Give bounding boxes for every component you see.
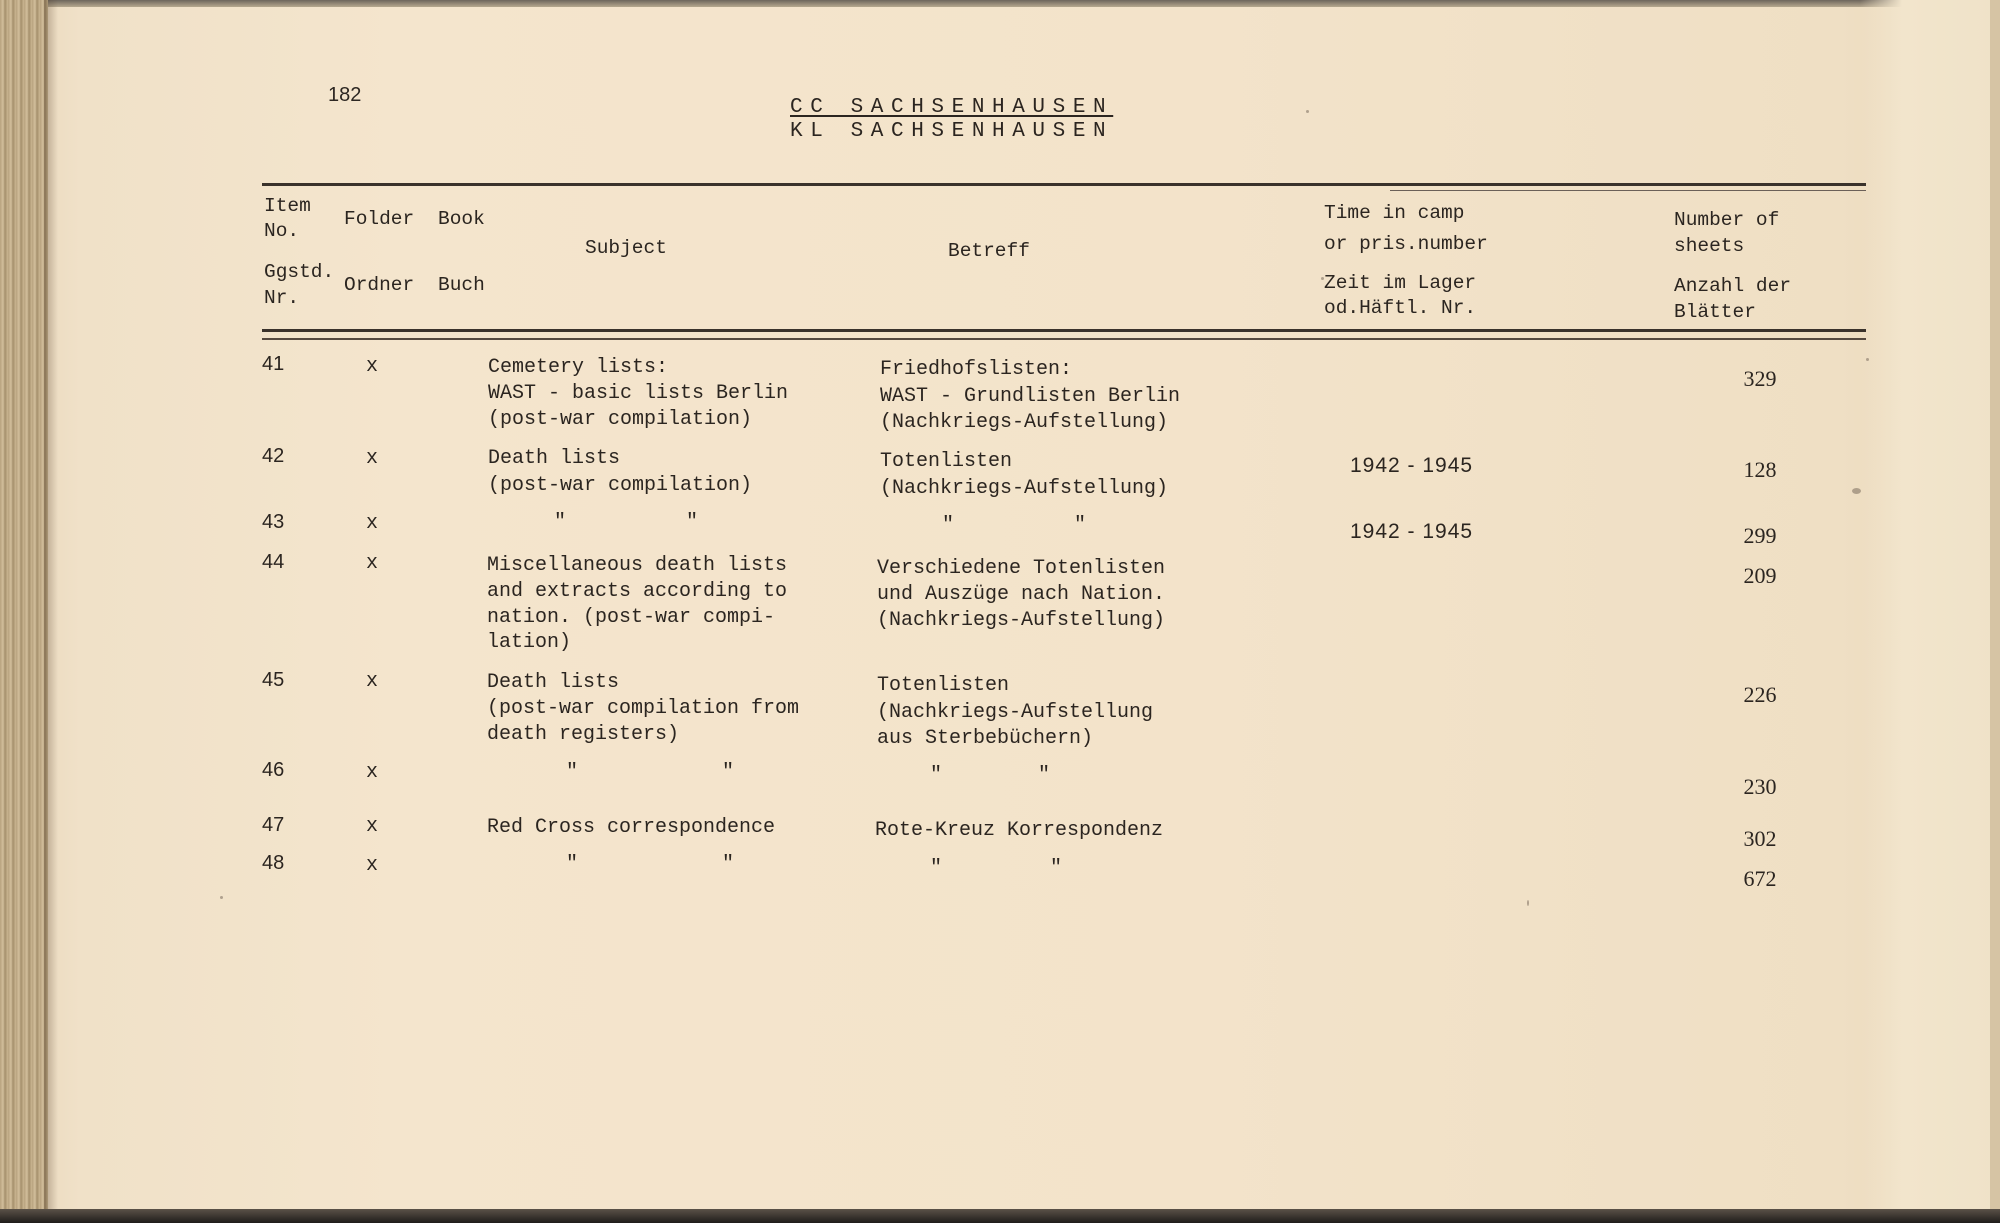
header-book-en: Book [438, 208, 485, 230]
betreff-ditto: " " [930, 857, 1063, 880]
header-sheets-en-1: Number of [1674, 209, 1780, 231]
header-bottom-rule-second [262, 338, 1866, 340]
header-bottom-rule [262, 329, 1866, 332]
betreff-line: (Nachkriegs-Aufstellung) [877, 609, 1166, 632]
sheet-count: 302 [1743, 826, 1777, 851]
folder-mark: x [366, 854, 379, 877]
folder-mark: x [366, 552, 379, 575]
betreff-line: Verschiedene Totenlisten [877, 557, 1166, 580]
betreff-line: Rote-Kreuz Korrespondenz [875, 819, 1164, 842]
header-sheets-de-2: Blätter [1674, 301, 1756, 323]
folder-mark: x [366, 512, 379, 535]
subject-line: lation) [487, 631, 572, 654]
paper-speck [1852, 488, 1861, 494]
scan-bottom-edge [0, 1209, 2000, 1223]
paper-speck [1321, 277, 1324, 280]
book-page-edge-right-strip [1990, 0, 2000, 1223]
item-number: 48 [262, 852, 285, 874]
subject-line: nation. (post-war compi- [487, 606, 776, 629]
header-subject: Subject [585, 237, 667, 259]
betreff-line: Totenlisten [880, 450, 1013, 473]
header-item-en-2: No. [264, 220, 300, 242]
betreff-line: aus Sterbebüchern) [877, 727, 1094, 750]
document-title [790, 96, 1210, 144]
folder-mark: x [366, 815, 379, 838]
header-folder-en: Folder [344, 208, 415, 230]
sheet-count: 226 [1743, 682, 1777, 707]
betreff-ditto: " " [942, 514, 1087, 537]
header-item-de-2: Nr. [264, 287, 300, 309]
sheet-count: 329 [1743, 366, 1777, 391]
book-page-edge-right [1860, 0, 2000, 1223]
item-number: 45 [262, 669, 285, 691]
subject-line: Death lists [488, 447, 621, 470]
subject-line: (post-war compilation) [488, 408, 753, 431]
header-time-en-2: or pris.number [1324, 233, 1488, 255]
subject-line: Red Cross correspondence [487, 816, 776, 839]
item-number: 42 [262, 445, 285, 467]
folder-mark: x [366, 670, 379, 693]
item-number: 43 [262, 511, 285, 533]
betreff-line: Friedhofslisten: [880, 358, 1073, 381]
subject-ditto: " " [554, 511, 699, 534]
header-time-en-1: Time in camp [1324, 202, 1465, 224]
title-english: CC SACHSENHAUSEN [790, 96, 1114, 119]
paper-speck [1866, 358, 1869, 361]
header-sheets-en-2: sheets [1674, 235, 1745, 257]
table-top-rule [262, 183, 1866, 186]
betreff-line: (Nachkriegs-Aufstellung [877, 701, 1154, 724]
title-german: KL SACHSENHAUSEN [790, 120, 1114, 143]
subject-line: Cemetery lists: [488, 356, 669, 379]
subject-line: and extracts according to [487, 580, 788, 603]
page-number: 182 [328, 84, 362, 106]
time-in-camp: 1942 - 1945 [1350, 454, 1474, 477]
folder-mark: x [366, 447, 379, 470]
header-item-en-1: Item [264, 195, 311, 217]
item-number: 44 [262, 551, 285, 573]
betreff-line: (Nachkriegs-Aufstellung) [880, 477, 1169, 500]
item-number: 41 [262, 353, 285, 375]
paper-speck [220, 896, 223, 899]
subject-line: death registers) [487, 723, 680, 746]
paper-speck [1527, 900, 1529, 906]
time-in-camp: 1942 - 1945 [1350, 520, 1474, 543]
header-time-de-2: od.Häftl. Nr. [1324, 297, 1477, 319]
gutter-shadow [44, 0, 58, 1223]
sheet-count: 209 [1743, 563, 1777, 588]
subject-ditto: " " [566, 761, 735, 784]
scan-top-edge [0, 0, 2000, 7]
header-book-de: Buch [438, 274, 485, 296]
betreff-line: Totenlisten [877, 674, 1010, 697]
folder-mark: x [366, 355, 379, 378]
table-top-rule-thin [1390, 190, 1866, 191]
folder-mark: x [366, 761, 379, 784]
subject-line: (post-war compilation) [488, 474, 753, 497]
subject-ditto: " " [566, 853, 735, 876]
header-sheets-de-1: Anzahl der [1674, 275, 1792, 297]
betreff-line: und Auszüge nach Nation. [877, 583, 1166, 606]
header-time-de-1: Zeit im Lager [1324, 272, 1477, 294]
subject-line: WAST - basic lists Berlin [488, 382, 789, 405]
paper-speck [1306, 110, 1309, 113]
header-item-de-1: Ggstd. [264, 261, 335, 283]
betreff-line: WAST - Grundlisten Berlin [880, 385, 1181, 408]
subject-line: (post-war compilation from [487, 697, 800, 720]
sheet-count: 299 [1743, 523, 1777, 548]
item-number: 47 [262, 814, 285, 836]
book-page-edges-left [0, 0, 48, 1223]
betreff-ditto: " " [930, 764, 1051, 787]
betreff-line: (Nachkriegs-Aufstellung) [880, 411, 1169, 434]
item-number: 46 [262, 759, 285, 781]
sheet-count: 672 [1743, 866, 1777, 891]
sheet-count: 128 [1743, 457, 1777, 482]
sheet-count: 230 [1743, 774, 1777, 799]
header-betreff: Betreff [948, 240, 1030, 262]
subject-line: Miscellaneous death lists [487, 554, 788, 577]
subject-line: Death lists [487, 671, 620, 694]
header-folder-de: Ordner [344, 274, 415, 296]
